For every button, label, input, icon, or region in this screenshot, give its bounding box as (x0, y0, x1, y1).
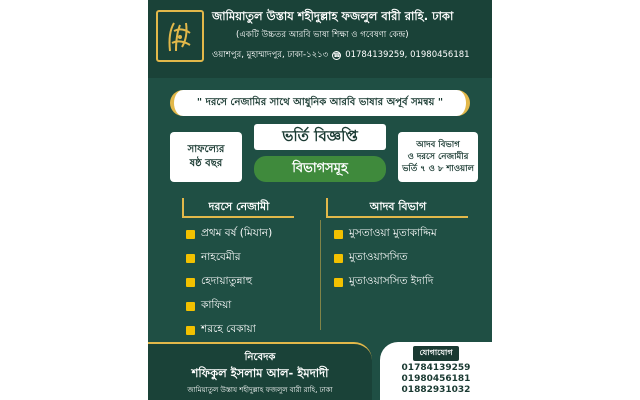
dars-nizami-heading: দরসে নেজামী (182, 198, 294, 218)
bullet-icon (186, 302, 195, 311)
column-divider (320, 220, 321, 330)
bullet-icon (186, 278, 195, 287)
success-year-badge (170, 132, 242, 182)
contact-phone: 01784139259 (401, 363, 471, 373)
list-item-label: নাহবেমীর (201, 250, 241, 263)
institution-name: জামিয়াতুল উস্তায শহীদুল্লাহ ফজলুল বারী রাহি. ঢাকা (212, 9, 454, 23)
badge-right-line1: আদব বিভাগ (416, 140, 460, 150)
list-item-label: কাফিয়া (201, 298, 232, 311)
contact-title: যোগাযোগ (413, 346, 458, 361)
contact-phone: 01882931032 (401, 385, 471, 395)
slogan-banner: " দরসে নেজামির সাথে আধুনিক আরবি ভাষার অপূর্ব সমন্বয় " (170, 90, 470, 116)
list-item-label: হেদায়াতুন্নাহু (201, 274, 253, 287)
list-item-label: মুতাওয়াসসিত ইদাদি (349, 274, 434, 287)
bullet-icon (334, 230, 343, 239)
header-band (148, 0, 492, 78)
badge-right-line3: ভর্তি ৭ ও ৮ শাওয়াল (402, 164, 474, 174)
list-item (186, 294, 272, 318)
badge-left-line2: ষষ্ঠ বছর (189, 158, 223, 169)
dars-nizami-list (186, 222, 272, 342)
list-item-label: মুতাওয়াসসিত (349, 250, 408, 263)
badge-left-line1: সাফল্যের (187, 144, 225, 155)
contact-block (380, 342, 492, 400)
bullet-icon (186, 326, 195, 335)
calligraphy-logo-icon (164, 17, 196, 55)
institution-logo (156, 10, 204, 62)
institution-subtitle: (একটি উচ্চতর আরবি ভাষা শিক্ষা ও গবেষণা কেন্দ্র) (236, 30, 409, 40)
bullet-icon (186, 254, 195, 263)
signature-block (148, 342, 372, 400)
departments-title: বিভাগসমূহ (254, 156, 386, 182)
list-item-label: শরহে বেকায়া (201, 322, 256, 335)
list-item (334, 246, 437, 270)
institution-address: ওয়াশপুর, মুহাম্মাদপুর, ঢাকা-১২১৩ (212, 50, 329, 60)
admission-date-badge (398, 132, 478, 182)
list-item (334, 222, 437, 246)
admission-poster (148, 0, 492, 400)
list-item (186, 246, 272, 270)
list-item (186, 222, 272, 246)
list-item-label: প্রথম বর্ষ (মিযান) (201, 226, 273, 239)
bullet-icon (186, 230, 195, 239)
institution-address-row (212, 48, 490, 62)
institution-phones: 01784139259, 01980456181 (345, 50, 470, 60)
signature-org: জামিয়াতুল উস্তায শহীদুল্লাহ ফজলুল বারী রাহি, ঢাকা (187, 386, 333, 394)
signature-name: শফিকুল ইসলাম আল- ইমদাদী (191, 366, 329, 380)
contact-phone: 01980456181 (401, 374, 471, 384)
adab-list (334, 222, 437, 294)
bullet-icon (334, 254, 343, 263)
adab-heading: আদব বিভাগ (326, 198, 468, 218)
bullet-icon (334, 278, 343, 287)
badge-right-line2: ও দরসে নেজামীর (407, 152, 469, 162)
phone-icon: ☎ (333, 51, 341, 59)
list-item (186, 270, 272, 294)
list-item-label: মুসতাওয়া মুতাকাদ্দিম (349, 226, 437, 239)
signature-label: নিবেদক (244, 352, 276, 363)
list-item (186, 318, 272, 342)
list-item (334, 270, 437, 294)
admission-notice-title: ভর্তি বিজ্ঞপ্তি (254, 124, 386, 150)
